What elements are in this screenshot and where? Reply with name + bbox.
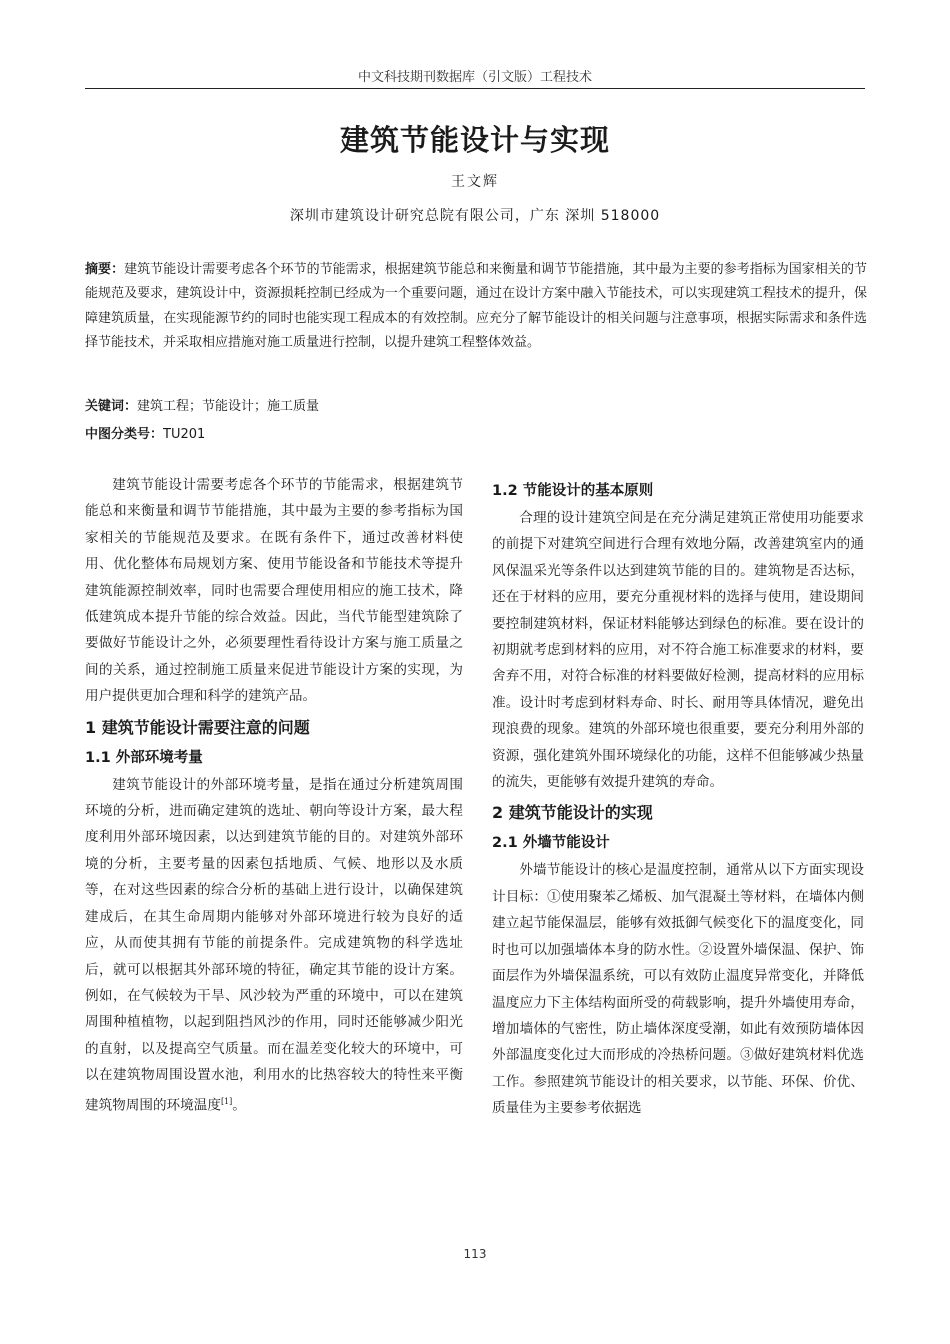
header-rule xyxy=(85,88,865,89)
classification-text: TU201 xyxy=(163,427,206,442)
right-column xyxy=(492,479,864,1122)
paper-title: 建筑节能设计与实现 xyxy=(339,123,610,157)
abstract-text: 建筑节能设计需要考虑各个环节的节能需求，根据建筑节能总和来衡量和调节节能措施，其中最为主要的参考指标为国家相关的节能规范及要求，建筑设计中，资源损耗控制已经成为一个重要问题，通过在设计方案中融入节能技术，可以实现建筑工程技术的提升，保障建筑质量，在实现能源节约的同时也能实现工程成本的有效控制。应充分了解节能设计的相关问题与注意事项，根据实际需求和条件选择节能技术，并采取相应措施对施工质量进行控制，以提升建筑工程整体效益。 xyxy=(85,262,867,350)
abstract xyxy=(85,258,867,355)
section-1-1-text: 建筑节能设计的外部环境考量，是指在通过分析建筑周围环境的分析，进而确定建筑的选址、朝向等设计方案，最大程度利用外部环境因素，以达到建筑节能的目的。对建筑外部环境的分析，主要考量的因素包括地质、气候、地形以及水质等，在对这些因素的综合分析的基础上进行设计，以确保建筑建成后，在其生命周期内能够对外部环境进行较为良好的适应，从而使其拥有节能的前提条件。完成建筑物的科学选址后，就可以根据其外部环境的特征，确定其节能的设计方案。例如，在气候较为干旱、风沙较为严重的环境中，可以在建筑周围种植植物，以起到阻挡风沙的作用，同时还能够减少阳光的直射，以及提高空气质量。而在温差变化较大的环境中，可以在建筑物周围设置水池，利用水的比热容较大的特性来平衡建筑物周围的环境温度 xyxy=(85,776,463,1114)
section-1-2-paragraph: 合理的设计建筑空间是在充分满足建筑正常使用功能要求的前提下对建筑空间进行合理有效地分隔，改善建筑室内的通风保温采光等条件以达到建筑节能的目的。建筑物是否达标，还在于材料的应用，要充分重视材料的选择与使用，建设期间要控制建筑材料，保证材料能够达到绿色的标准。要在设计的初期就考虑到材料的应用，对不符合施工标准要求的材料，要舍弃不用，对符合标准的材料要做好检测，提高材料的应用标准。设计时考虑到材料寿命、时长、耐用等具体情况，避免出现浪费的现象。建筑的外部环境也很重要，要充分利用外部的资源，强化建筑外围环境绿化的功能，这样不但能够减少热量的流失，更能够有效提升建筑的寿命。 xyxy=(492,510,864,791)
journal-header: 中文科技期刊数据库（引文版）工程技术 xyxy=(357,70,592,85)
abstract-label: 摘要： xyxy=(85,262,125,277)
keywords-label: 关键词： xyxy=(85,399,138,414)
section-2-1-heading: 2.1 外墙节能设计 xyxy=(492,835,610,852)
affiliation: 深圳市建筑设计研究总院有限公司，广东 深圳 518000 xyxy=(289,208,661,224)
section-1-1-end: 。 xyxy=(232,1097,246,1114)
left-column xyxy=(85,472,463,1118)
keywords xyxy=(85,397,865,417)
section-1-heading: 1 建筑节能设计需要注意的问题 xyxy=(85,717,310,737)
citation-ref: [1] xyxy=(220,1096,233,1106)
author: 王文辉 xyxy=(451,174,499,190)
classification xyxy=(85,425,865,445)
section-1-1-heading: 1.1 外部环境考量 xyxy=(85,749,203,766)
section-1-1-paragraph xyxy=(85,772,463,1119)
keywords-text: 建筑工程；节能设计；施工质量 xyxy=(137,399,320,414)
intro-paragraph: 建筑节能设计需要考虑各个环节的节能需求，根据建筑节能总和来衡量和调节节能措施，其中最为主要的参考指标为国家相关的节能规范及要求。在既有条件下，通过改善材料使用、优化整体布局规划方案、使用节能设备和节能技术等提升建筑能源控制效率，同时也需要合理使用相应的施工技术，降低建筑成本提升节能的综合效益。因此，当代节能型建筑除了要做好节能设计之外，必须要理性看待设计方案与施工质量之间的关系，通过控制施工质量来促进节能设计方案的实现，为用户提供更加合理和科学的建筑产品。 xyxy=(85,477,463,705)
classification-label: 中图分类号： xyxy=(85,427,164,442)
section-2-1-paragraph: 外墙节能设计的核心是温度控制，通常从以下方面实现设计目标：①使用聚苯乙烯板、加气混凝土等材料，在墙体内侧建立起节能保温层，能够有效抵御气候变化下的温度变化，同时也可以加强墙体本身的防水性。②设置外墙保温、保护、饰面层作为外墙保温系统，可以有效防止温度异常变化，并降低温度应力下主体结构面所受的荷载影响，提升外墙使用寿命，增加墙体的气密性，防止墙体深度受潮，如此有效预防墙体因外部温度变化过大而形成的冷热桥问题。③做好建筑材料优选工作。参照建筑节能设计的相关要求，以节能、环保、价优、质量佳为主要参考依据选 xyxy=(492,862,864,1117)
page-number: 113 xyxy=(463,1247,487,1261)
section-1-2-heading: 1.2 节能设计的基本原则 xyxy=(492,483,654,499)
section-2-heading: 2 建筑节能设计的实现 xyxy=(492,803,653,823)
